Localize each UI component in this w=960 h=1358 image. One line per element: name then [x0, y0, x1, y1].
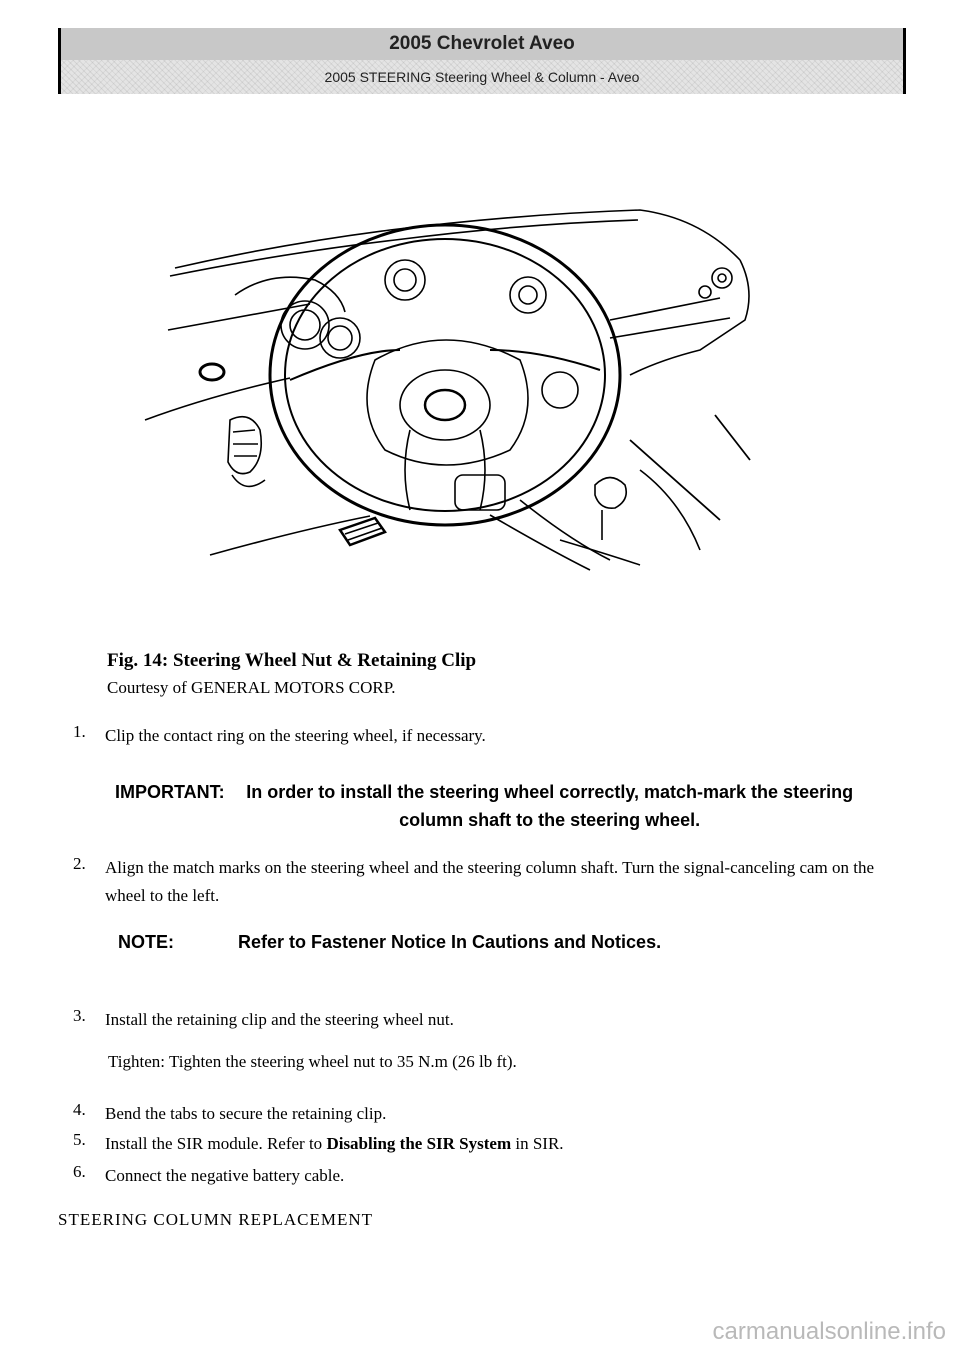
- important-label: IMPORTANT:: [115, 782, 225, 802]
- step-text-before: Install the SIR module. Refer to: [105, 1134, 327, 1153]
- list-item: [73, 1100, 903, 1128]
- step-text: [105, 1130, 885, 1158]
- list-item: [73, 1006, 903, 1034]
- step-number: 1.: [73, 722, 86, 741]
- note-notice: [118, 928, 718, 956]
- step-text: Connect the negative battery cable.: [105, 1166, 345, 1185]
- torque-spec: Tighten: Tighten the steering wheel nut to 35 N.m (26 lb ft).: [108, 1052, 517, 1071]
- step-number: 4.: [73, 1100, 86, 1119]
- step-number: 2.: [73, 854, 86, 873]
- step-text-after: in SIR.: [511, 1134, 564, 1153]
- section-heading: STEERING COLUMN REPLACEMENT: [58, 1210, 374, 1229]
- watermark: carmanualsonline.info: [712, 1318, 946, 1345]
- step-number: 5.: [73, 1130, 86, 1149]
- step-text: Clip the contact ring on the steering wheel, if necessary.: [105, 726, 486, 745]
- list-item: [73, 854, 903, 910]
- list-item: [73, 722, 903, 750]
- figure-caption: Fig. 14: Steering Wheel Nut & Retaining Clip: [107, 650, 477, 671]
- step-text: Install the retaining clip and the steering wheel nut.: [105, 1010, 454, 1029]
- document-subtitle: 2005 STEERING Steering Wheel & Column - Aveo: [61, 60, 903, 94]
- list-item: [73, 1130, 903, 1158]
- page-header: [58, 28, 906, 94]
- step-text: Bend the tabs to secure the retaining clip.: [105, 1104, 387, 1123]
- list-item: [73, 1162, 903, 1190]
- note-text: Refer to Fastener Notice In Cautions and Notices.: [238, 932, 662, 952]
- document-title: 2005 Chevrolet Aveo: [61, 28, 903, 60]
- sir-reference-link[interactable]: Disabling the SIR System: [326, 1134, 512, 1153]
- important-notice: [115, 778, 905, 834]
- step-text: Align the match marks on the steering wheel and the steering column shaft. Turn the signal-canceling cam on the wheel to the left.: [105, 858, 875, 905]
- figure-credit: Courtesy of GENERAL MOTORS CORP.: [107, 678, 396, 697]
- step-number: 3.: [73, 1006, 86, 1025]
- steering-wheel-illustration: [140, 200, 760, 580]
- step-number: 6.: [73, 1162, 86, 1181]
- important-text: In order to install the steering wheel correctly, match-mark the steering column shaft to the steering wheel.: [246, 782, 854, 830]
- note-label: NOTE:: [118, 932, 174, 952]
